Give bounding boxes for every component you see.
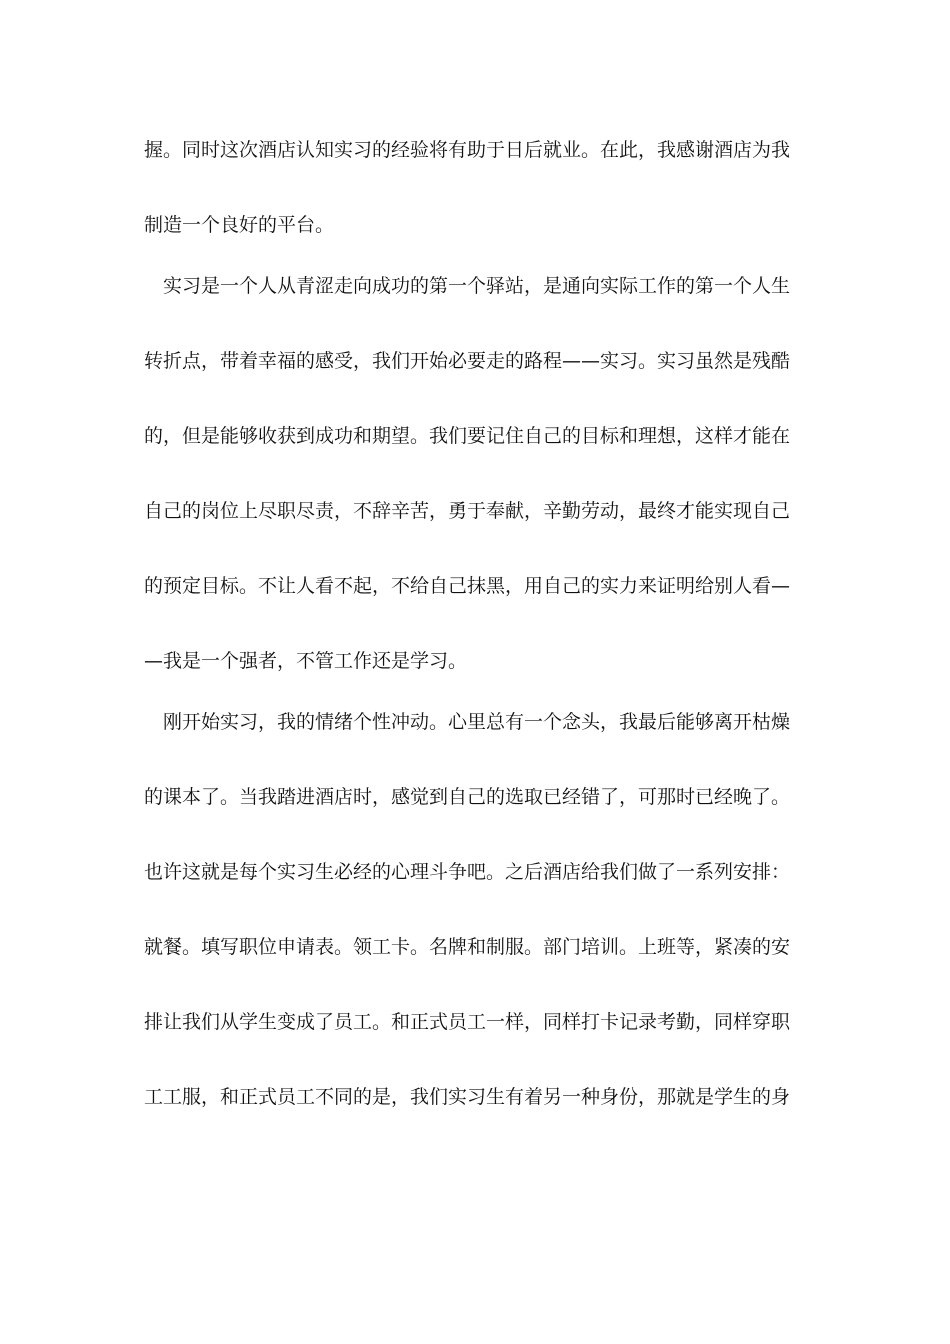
text-line: —我是一个强者，不管工作还是学习。 [144,650,468,672]
text-line: 实习是一个人从青涩走向成功的第一个驿站，是通向实际工作的第一个人生 [144,275,791,297]
text-line: 转折点，带着幸福的感受，我们开始必要走的路程——实习。实习虽然是残酷 [144,350,791,372]
text-line: 的预定目标。不让人看不起，不给自己抹黑，用自己的实力来证明给别人看— [144,575,791,597]
text-line: 的课本了。当我踏进酒店时，感觉到自己的选取已经错了，可那时已经晚了。 [144,786,791,808]
text-line: 就餐。填写职位申请表。领工卡。名牌和制服。部门培训。上班等，紧凑的安 [144,936,791,958]
text-line: 握。同时这次酒店认知实习的经验将有助于日后就业。在此，我感谢酒店为我 [144,139,791,161]
text-line: 也许这就是每个实习生必经的心理斗争吧。之后酒店给我们做了一系列安排： [144,861,791,883]
text-line: 的，但是能够收获到成功和期望。我们要记住自己的目标和理想，这样才能在 [144,425,791,447]
text-line: 自己的岗位上尽职尽责，不辞辛苦，勇于奉献，辛勤劳动，最终才能实现自己 [144,500,791,522]
text-line: 刚开始实习，我的情绪个性冲动。心里总有一个念头，我最后能够离开枯燥 [144,711,791,733]
text-line: 制造一个良好的平台。 [144,214,335,236]
text-line: 排让我们从学生变成了员工。和正式员工一样，同样打卡记录考勤，同样穿职 [144,1011,791,1033]
text-line: 工工服，和正式员工不同的是，我们实习生有着另一种身份，那就是学生的身 [144,1086,791,1108]
